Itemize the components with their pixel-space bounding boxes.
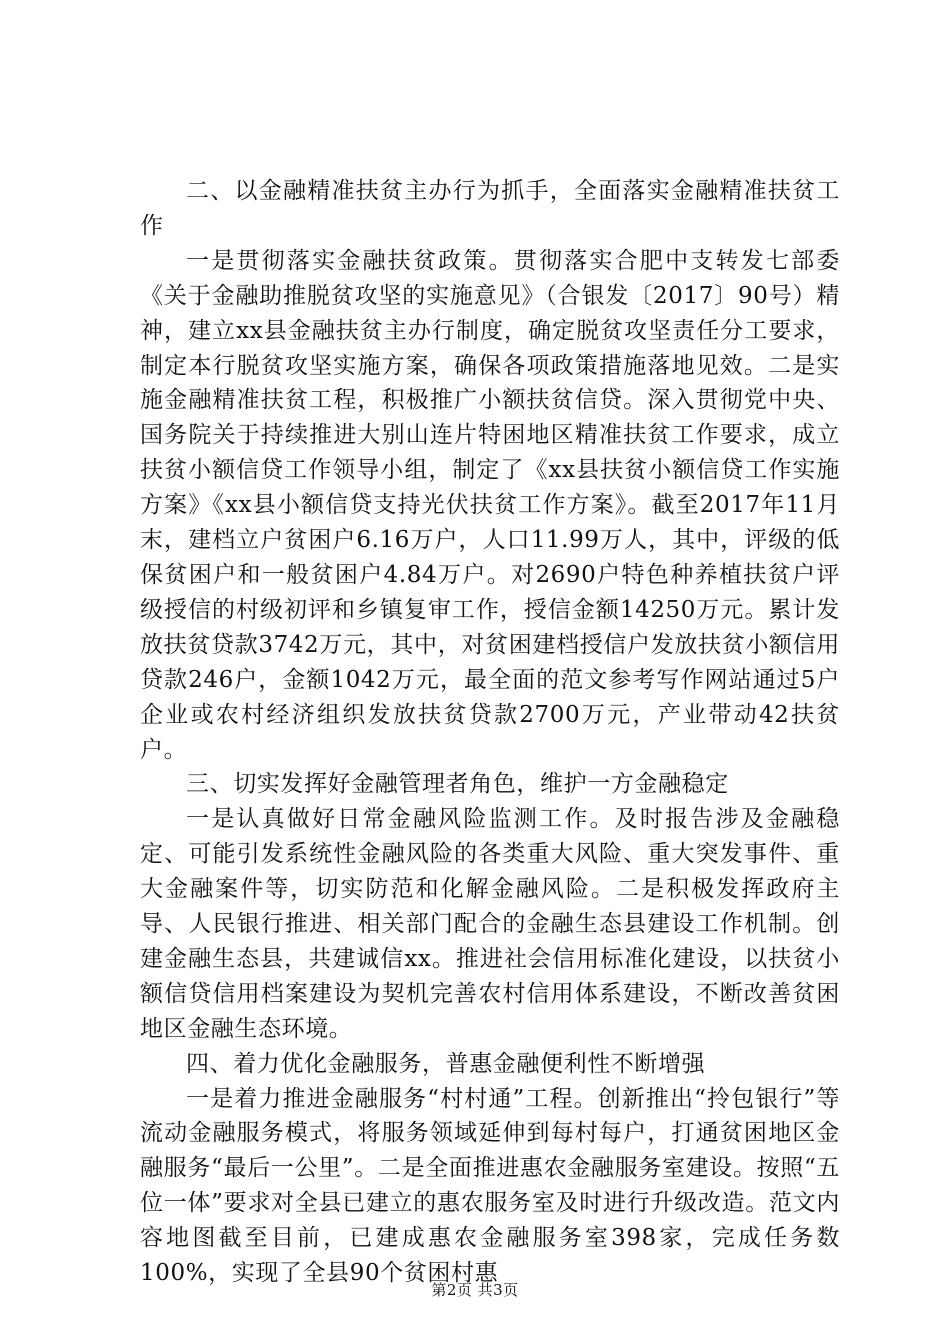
document-body: [140, 174, 840, 1291]
paragraph-financial-services: 一是着力推进金融服务“村村通”工程。创新推出“拎包银行”等流动金融服务模式，将服务领域延伸到每村每户，打通贫困地区金融服务“最后一公里”。二是全面推进惠农金融服务室建设。按照“五位一体”要求对全县已建立的惠农服务室及时进行升级改造。范文内容地图截至目前，已建成惠农金融服务室398家，完成任务数100%，实现了全县90个贫困村惠: [140, 1085, 840, 1287]
section-heading-4: 四、着力优化金融服务，普惠金融便利性不断增强: [186, 1050, 706, 1077]
page-number-footer: 第2页 共3页: [431, 1281, 519, 1299]
section-heading-3: 三、切实发挥好金融管理者角色，维护一方金融稳定: [186, 771, 729, 798]
paragraph-risk-monitoring: 一是认真做好日常金融风险监测工作。及时报告涉及金融稳定、可能引发系统性金融风险的各类重大风险、重大突发事件、重大金融案件等，切实防范和化解金融风险。二是积极发挥政府主导、人民银行推进、相关部门配合的金融生态县建设工作机制。创建金融生态县，共建诚信xx。推进社会信用标准化建设，以扶贫小额信贷信用档案建设为契机完善农村信用体系建设，不断改善贫困地区金融生态环境。: [140, 806, 840, 1042]
paragraph-policy-implementation: 一是贯彻落实金融扶贫政策。贯彻落实合肥中支转发七部委《关于金融助推脱贫攻坚的实施意见》（合银发〔2017〕90号）精神，建立xx县金融扶贫主办行制度，确定脱贫攻坚责任分工要求，制定本行脱贫攻坚实施方案，确保各项政策措施落地见效。二是实施金融精准扶贫工程，积极推广小额扶贫信贷。深入贯彻党中央、国务院关于持续推进大别山连片特困地区精准扶贫工作要求，成立扶贫小额信贷工作领导小组，制定了《xx县扶贫小额信贷工作实施方案》《xx县小额信贷支持光伏扶贫工作方案》。截至2017年11月末，建档立户贫困户6.16万户，人口11.99万人，其中，评级的低保贫困户和一般贫困户4.84万户。对2690户特色种养植扶贫户评级授信的村级初评和乡镇复审工作，授信金额14250万元。累计发放扶贫贷款3742万元，其中，对贫困建档授信户发放扶贫小额信用贷款246户，金额1042万元，最全面的范文参考写作网站通过5户企业或农村经济组织发放扶贫贷款2700万元，产业带动42扶贫户。: [140, 247, 840, 763]
section-heading-2: 二、以金融精准扶贫主办行为抓手，全面落实金融精准扶贫工作: [140, 178, 840, 239]
